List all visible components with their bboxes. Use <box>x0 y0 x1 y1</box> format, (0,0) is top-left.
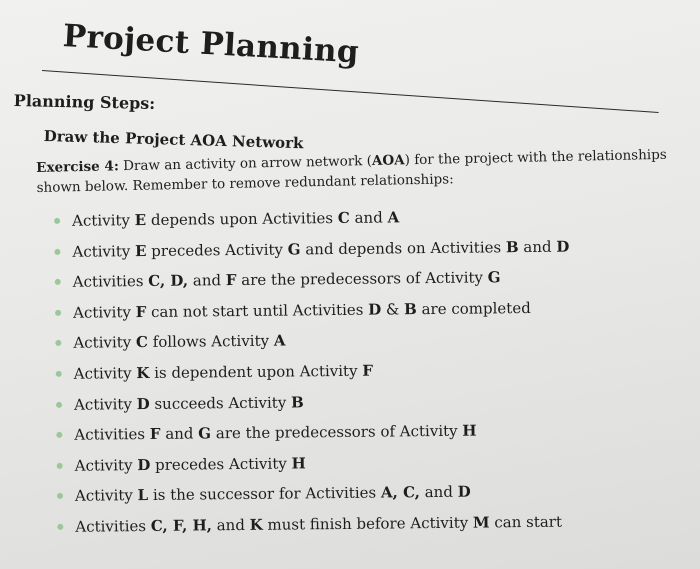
list-text: Activity <box>72 302 136 322</box>
activity-label: F <box>135 302 147 321</box>
activity-label: B <box>404 299 417 319</box>
activity-label: C <box>337 208 350 227</box>
exercise-text-after: ) for the project with the relationships shown below. Remember to remove redundant relationships: <box>36 146 667 196</box>
activity-label: C, D, <box>148 271 189 291</box>
list-text: precedes Activity <box>150 454 292 474</box>
activity-label: D <box>368 300 382 319</box>
list-text: Activities <box>72 272 149 291</box>
activity-label: D <box>136 394 150 413</box>
section-heading: Planning Steps: <box>13 91 156 113</box>
list-text: Activity <box>72 241 136 261</box>
activity-label: F <box>225 271 237 290</box>
exercise-label: Exercise 4: <box>36 158 120 176</box>
list-text: can start <box>489 512 563 532</box>
list-text: is the successor for Activities <box>148 483 382 505</box>
list-text: and depends on Activities <box>300 237 507 258</box>
activity-label: A, C, <box>380 483 421 502</box>
subheading: Draw the Project AOA Network <box>43 127 304 153</box>
exercise-acronym: AOA <box>371 152 405 169</box>
activity-label: K <box>249 515 263 534</box>
list-text: are the predecessors of Activity <box>236 268 488 290</box>
activity-label: A <box>387 208 400 227</box>
activity-label: C <box>135 333 149 352</box>
activity-label: D <box>556 237 570 256</box>
list-text: are completed <box>416 298 531 318</box>
list-text: and <box>160 424 199 444</box>
activity-label: D <box>457 482 471 502</box>
list-text: Activities <box>74 425 150 444</box>
list-text: follows Activity <box>147 332 274 352</box>
activity-label: L <box>137 486 149 505</box>
list-text: and <box>518 237 557 256</box>
list-text: Activity <box>74 486 138 506</box>
activity-label: K <box>136 363 150 383</box>
list-text: must finish before Activity <box>262 513 474 534</box>
list-text: and <box>349 208 388 227</box>
activity-label: G <box>287 239 301 259</box>
exercise-paragraph <box>36 145 677 198</box>
list-text: Activity <box>73 394 137 414</box>
list-text: Activities <box>75 516 151 536</box>
relationship-list <box>50 205 572 547</box>
list-text: is dependent upon Activity <box>149 361 363 382</box>
page-title: Project Planning <box>61 18 360 71</box>
list-text: succeeds Activity <box>149 393 292 413</box>
list-text: and <box>187 271 226 290</box>
list-text: & <box>381 300 405 319</box>
activity-label: A <box>273 331 286 351</box>
activity-label: E <box>134 241 147 260</box>
activity-label: E <box>134 210 147 230</box>
activity-label: C, F, H, <box>150 516 213 535</box>
list-text: Activity <box>72 211 135 230</box>
list-text: depends upon Activities <box>146 208 338 229</box>
list-text: precedes Activity <box>146 240 288 260</box>
list-text: and <box>211 515 250 535</box>
activity-label: M <box>472 513 490 532</box>
list-item <box>53 510 572 546</box>
list-text: Activity <box>73 364 137 383</box>
activity-label: G <box>487 268 501 287</box>
activity-label: G <box>198 424 212 443</box>
activity-label: B <box>290 392 304 412</box>
activity-label: B <box>505 237 519 256</box>
activity-label: H <box>291 454 306 473</box>
list-text: can not start until Activities <box>146 300 369 321</box>
list-text: Activity <box>74 455 138 475</box>
activity-label: H <box>462 421 477 440</box>
list-text: are the predecessors of Activity <box>210 421 463 443</box>
list-text: and <box>419 483 458 502</box>
list-text: Activity <box>73 333 137 353</box>
activity-label: F <box>362 361 374 380</box>
activity-label: D <box>137 455 151 474</box>
exercise-text-before: Draw an activity on arrow network ( <box>118 152 373 175</box>
activity-label: F <box>149 425 161 444</box>
